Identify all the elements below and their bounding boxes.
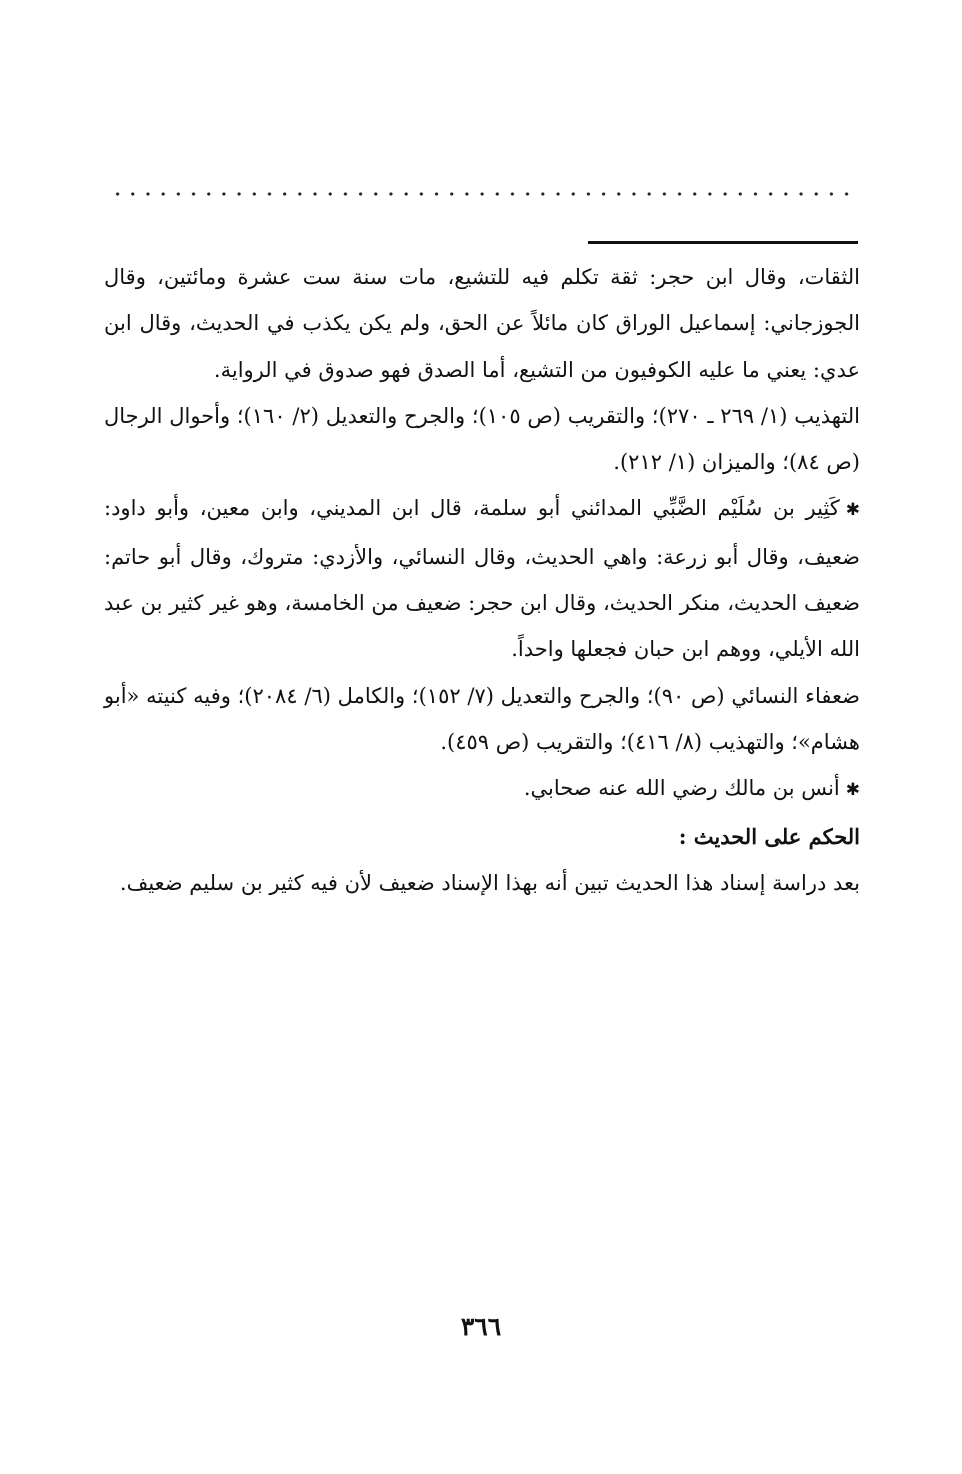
footnote-rule <box>588 241 858 244</box>
asterisk-bullet-icon: ✱ <box>845 780 860 801</box>
footnote-paragraph-narrator-biography: الثقات، وقال ابن حجر: ثقة تكلم فيه للتشيع، مات سنة ست عشرة ومائتين، وقال الجوزجاني: إسماعيل الوراق كان مائلاً عن الحق، ولم يكن يكذب في الحديث، وقال ابن عدي: يعني ما عليه الكوفيون من التشيع، أما الصدق فهو صدوق في الرواية. <box>104 265 860 382</box>
page-number: ٣٦٦ <box>460 1312 502 1341</box>
footnote-paragraph-kathir-text: كَثِير بن سُلَيْم الضَّبِّي المدائني أبو سلمة، قال ابن المديني، وابن معين، وأبو داود: ضعيف، وقال أبو زرعة: واهي الحديث، وقال النسائي، والأزدي: متروك، وقال أبو حاتم: ضعيف الحديث، منكر الحديث، وقال ابن حجر: ضعيف من الخامسة، وهو غير كثير بن عبد الله الأيلي، ووهم ابن حبان فجعلها واحداً. <box>104 496 860 662</box>
asterisk-bullet-icon: ✱ <box>845 500 860 521</box>
footnote-paragraph-references: التهذيب (١/ ٢٦٩ ـ ٢٧٠)؛ والتقريب (ص ١٠٥)؛ والجرح والتعديل (٢/ ١٦٠)؛ وأحوال الرجال (ص ٨٤)؛ والميزان (١/ ٢١٢). <box>104 403 860 475</box>
footnote-paragraph-anas <box>104 765 860 813</box>
ruling-heading: الحكم على الحديث : <box>678 823 860 849</box>
footnote-text-block <box>104 254 860 906</box>
footnote-paragraph-anas-text: أنس بن مالك رضي الله عنه صحابي. <box>523 776 840 801</box>
ruling-text: بعد دراسة إسناد هذا الحديث تبين أنه بهذا الإسناد ضعيف لأن فيه كثير بن سليم ضعيف. <box>119 870 860 895</box>
footnote-paragraph-kathir-biography <box>104 485 860 672</box>
footnote-paragraph-kathir-references: ضعفاء النسائي (ص ٩٠)؛ والجرح والتعديل (٧/ ١٥٢)؛ والكامل (٦/ ٢٠٨٤)؛ وفيه كنيته «أبو هشام»؛ والتهذيب (٨/ ٤١٦)؛ والتقريب (ص ٤٥٩). <box>104 683 860 754</box>
dotted-separator <box>110 186 860 202</box>
